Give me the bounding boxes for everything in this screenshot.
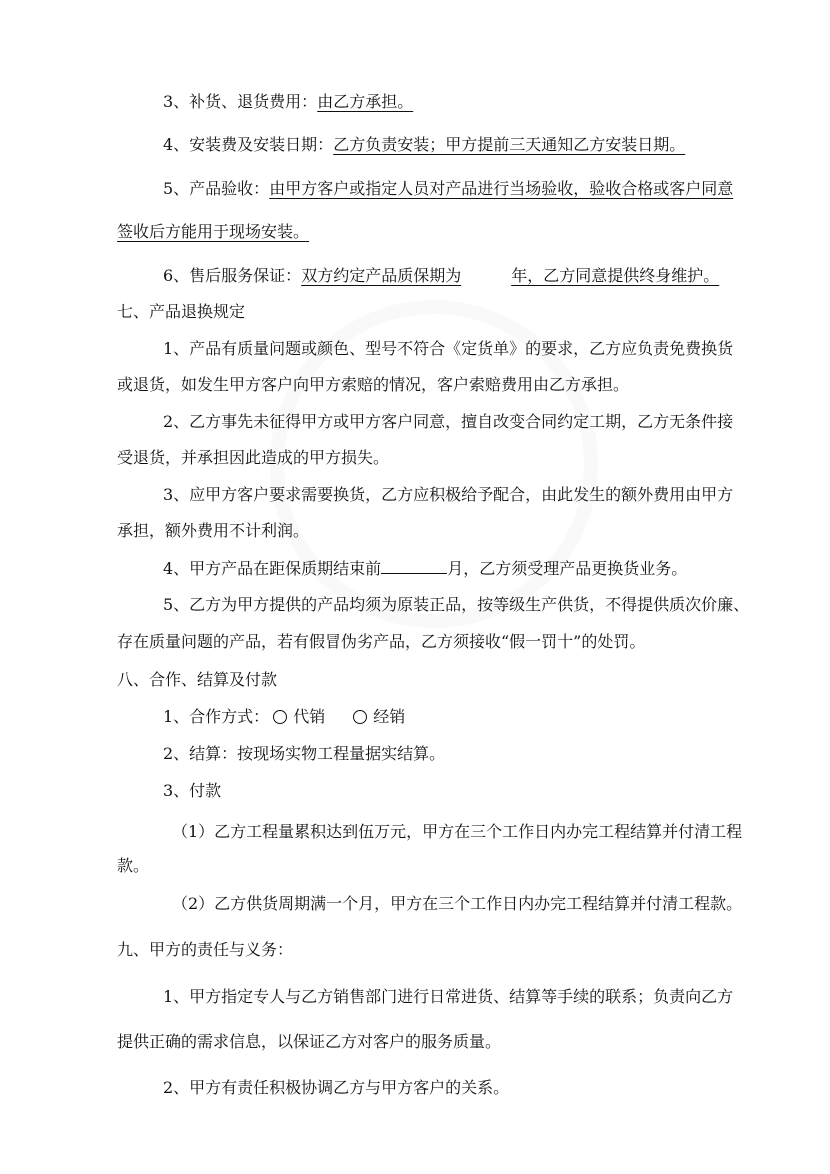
s7-item-3-cont: 承担，额外费用不计利润。 (117, 521, 310, 540)
payment-1-cont: 款。 (117, 856, 150, 875)
option-consignment-label: 代销 (293, 707, 326, 726)
s7-item-1-cont: 或退货，如发生甲方客户向甲方索赔的情况，客户索赔费用由乙方承担。 (117, 375, 630, 394)
clause-acceptance (163, 178, 733, 200)
s7-item-5-cont: 存在质量问题的产品，若有假冒伪劣产品，乙方须接收“假一罚十”的处罚。 (117, 632, 646, 651)
settlement: 2、结算：按现场实物工程量据实结算。 (163, 744, 446, 763)
payment-2: （2）乙方供货周期满一个月，甲方在三个工作日内办完工程结算并付清工程款。 (172, 894, 743, 913)
clause-label: 3、补货、退货费用： (163, 92, 318, 111)
section-9-title: 九、甲方的责任与义务： (117, 940, 294, 959)
s9-item-1: 1、甲方指定专人与乙方销售部门进行日常进货、结算等手续的联系；负责向乙方 (163, 987, 734, 1006)
s9-item-1-cont: 提供正确的需求信息，以保证乙方对客户的服务质量。 (117, 1032, 502, 1051)
clause-installation (163, 134, 685, 156)
coop-method (163, 706, 405, 728)
s7-item-4: 4、甲方产品在距保质期结束前 月，乙方须受理产品更换货业务。 (163, 559, 688, 578)
s7-item-2-cont: 受退货，并承担因此造成的甲方损失。 (117, 448, 390, 467)
section-7-title: 七、产品退换规定 (117, 302, 246, 321)
coop-label: 1、合作方式： (163, 707, 270, 726)
clause-label: 6、售后服务保证： (163, 266, 302, 285)
clause-value: 由甲方客户或指定人员对产品进行当场验收，验收合格或客户同意 (269, 179, 734, 198)
s7-item-1: 1、产品有质量问题或颜色、型号不符合《定货单》的要求，乙方应负责免费换货 (163, 339, 734, 358)
option-distribution-label: 经销 (373, 707, 406, 726)
radio-consignment[interactable] (273, 710, 287, 724)
s7-item-2: 2、乙方事先未征得甲方或甲方客户同意，擅自改变合同约定工期，乙方无条件接 (163, 412, 734, 431)
clause-after-sales (163, 265, 719, 287)
clause-return-cost (163, 91, 413, 113)
clause-acceptance-cont: 签收后方能用于现场安装。 (117, 222, 310, 241)
s9-item-2: 2、甲方有责任积极协调乙方与甲方客户的关系。 (163, 1078, 510, 1097)
clause-value: 乙方负责安装；甲方提前三天通知乙方安装日期。 (333, 135, 686, 154)
clause-label: 4、安装费及安装日期： (163, 135, 334, 154)
s7-item-5: 5、乙方为甲方提供的产品均须为原装正品，按等级生产供货，不得提供质次价廉、 (163, 595, 750, 614)
clause-label: 5、产品验收： (163, 179, 270, 198)
section-8-title: 八、合作、结算及付款 (117, 670, 278, 689)
clause-value: 双方约定产品质保期为 年，乙方同意提供终身维护。 (301, 266, 720, 285)
blank-months (381, 557, 447, 574)
payment-title: 3、付款 (163, 781, 222, 800)
clause-value: 由乙方承担。 (317, 92, 414, 111)
s7-item-3: 3、应甲方客户要求需要换货，乙方应积极给予配合，由此发生的额外费用由甲方 (163, 485, 734, 504)
payment-1: （1）乙方工程量累积达到伍万元，甲方在三个工作日内办完工程结算并付清工程 (172, 822, 743, 841)
radio-distribution[interactable] (353, 710, 367, 724)
